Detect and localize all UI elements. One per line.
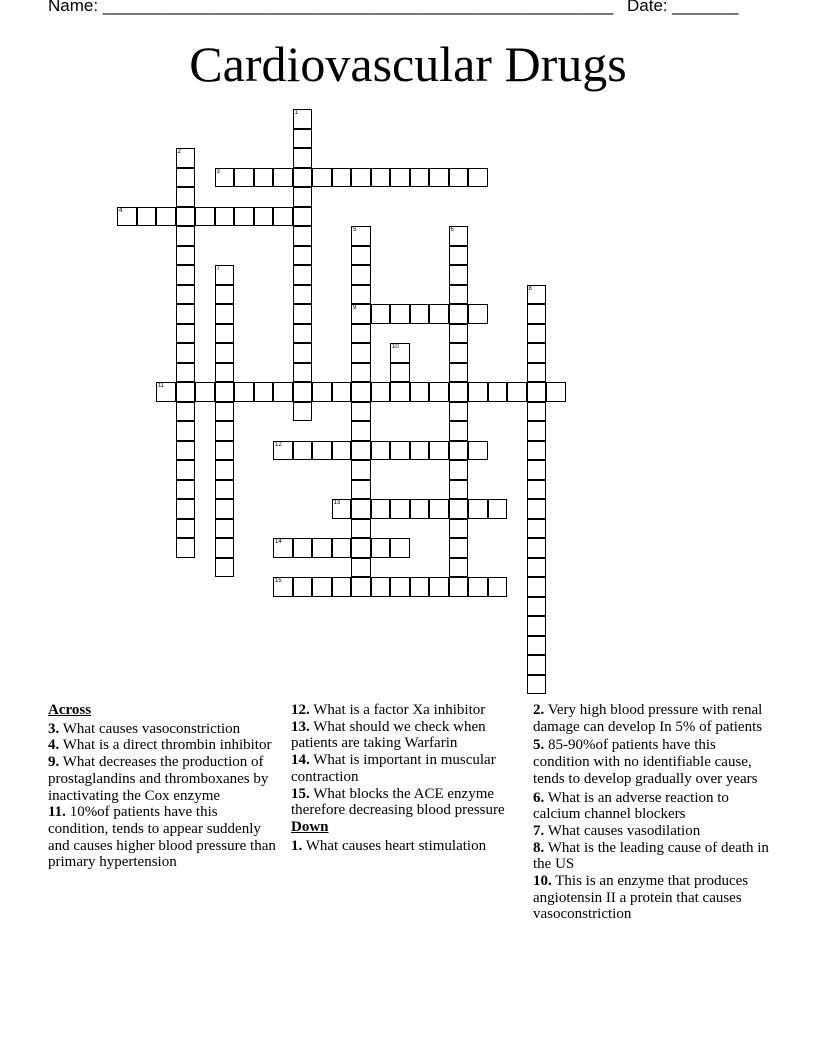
- grid-cell[interactable]: [176, 363, 196, 383]
- grid-cell[interactable]: [312, 538, 332, 558]
- grid-cell[interactable]: [215, 421, 235, 441]
- grid-cell[interactable]: [390, 304, 410, 324]
- grid-cell[interactable]: [527, 597, 547, 617]
- grid-cell[interactable]: [293, 187, 313, 207]
- grid-cell[interactable]: [215, 480, 235, 500]
- grid-cell[interactable]: [468, 168, 488, 188]
- clue-across-12: 12. What is a factor Xa inhibitor: [291, 702, 486, 718]
- grid-cell[interactable]: [449, 226, 469, 246]
- grid-cell[interactable]: [273, 207, 293, 227]
- grid-cell[interactable]: [468, 441, 488, 461]
- grid-cell[interactable]: [176, 382, 196, 402]
- grid-cell[interactable]: [449, 558, 469, 578]
- grid-cell[interactable]: [410, 168, 430, 188]
- grid-cell[interactable]: [332, 499, 352, 519]
- grid-cell[interactable]: [293, 538, 313, 558]
- grid-cell[interactable]: [351, 226, 371, 246]
- grid-cell[interactable]: [429, 577, 449, 597]
- grid-cell[interactable]: [293, 402, 313, 422]
- grid-cell[interactable]: [410, 441, 430, 461]
- grid-cell[interactable]: [176, 168, 196, 188]
- grid-cell[interactable]: [176, 519, 196, 539]
- grid-cell[interactable]: [449, 168, 469, 188]
- clues-column-2: [291, 702, 523, 854]
- grid-cell[interactable]: [468, 499, 488, 519]
- grid-cell[interactable]: [273, 441, 293, 461]
- clue-across-9: 9. What decreases the production of prostaglandins and thromboxanes by inactivating the Cox enzyme: [48, 754, 269, 804]
- grid-cell[interactable]: [351, 480, 371, 500]
- grid-cell[interactable]: [390, 499, 410, 519]
- grid-cell[interactable]: [390, 363, 410, 383]
- clue-down-1: 1. What causes heart stimulation: [291, 837, 487, 854]
- grid-cell[interactable]: [390, 577, 410, 597]
- grid-cell[interactable]: [527, 655, 547, 675]
- grid-cell[interactable]: [293, 382, 313, 402]
- grid-cell[interactable]: [527, 538, 547, 558]
- grid-cell[interactable]: [215, 324, 235, 344]
- grid-cell[interactable]: [215, 265, 235, 285]
- clue-down-5: 5. 85-90%of patients have this condition with no identifiable cause, tends to develop gradually over years: [533, 737, 758, 787]
- grid-cell[interactable]: [215, 304, 235, 324]
- grid-cell[interactable]: [429, 168, 449, 188]
- grid-cell[interactable]: [449, 519, 469, 539]
- grid-cell[interactable]: [156, 382, 176, 402]
- grid-cell[interactable]: [449, 382, 469, 402]
- grid-cell[interactable]: [215, 499, 235, 519]
- grid-cell[interactable]: [293, 207, 313, 227]
- grid-cell[interactable]: [449, 402, 469, 422]
- grid-cell[interactable]: [215, 285, 235, 305]
- grid-cell[interactable]: [527, 421, 547, 441]
- grid-cell[interactable]: [293, 304, 313, 324]
- grid-cell[interactable]: [215, 460, 235, 480]
- grid-cell[interactable]: [351, 363, 371, 383]
- grid-cell[interactable]: [527, 616, 547, 636]
- grid-cell[interactable]: [527, 577, 547, 597]
- grid-cell[interactable]: [527, 343, 547, 363]
- grid-cell-number: 5: [353, 227, 357, 233]
- grid-cell[interactable]: [449, 324, 469, 344]
- grid-cell[interactable]: [527, 382, 547, 402]
- grid-cell[interactable]: [312, 382, 332, 402]
- grid-cell[interactable]: [176, 304, 196, 324]
- grid-cell-number: 1: [294, 110, 298, 116]
- date-field[interactable]: Date: _______: [627, 0, 739, 15]
- grid-cell[interactable]: [371, 441, 391, 461]
- grid-cell[interactable]: [215, 441, 235, 461]
- grid-cell[interactable]: [293, 324, 313, 344]
- grid-cell[interactable]: [351, 421, 371, 441]
- grid-cell[interactable]: [410, 499, 430, 519]
- grid-cell-number: 6: [450, 227, 454, 233]
- grid-cell[interactable]: [293, 148, 313, 168]
- grid-cell[interactable]: [351, 343, 371, 363]
- grid-cell[interactable]: [293, 129, 313, 149]
- grid-cell[interactable]: [390, 168, 410, 188]
- across-heading: Across: [48, 702, 92, 718]
- clue-down-8: 8. What is the leading cause of death in the US: [533, 839, 769, 873]
- clue-across-11: 11. 10%of patients have this condition, tends to appear suddenly and causes higher blood pressure than primary hypertension: [48, 804, 276, 871]
- grid-cell[interactable]: [273, 577, 293, 597]
- grid-cell-number: 4: [119, 207, 123, 214]
- grid-cell[interactable]: [176, 441, 196, 461]
- grid-cell[interactable]: [293, 285, 313, 305]
- grid-cell[interactable]: [371, 168, 391, 188]
- grid-cell[interactable]: [371, 382, 391, 402]
- grid-cell[interactable]: [546, 382, 566, 402]
- clue-down-10: 10. This is an enzyme that produces angiotensin II a protein that causes vasoconstriction: [533, 873, 749, 923]
- grid-cell[interactable]: [351, 246, 371, 266]
- grid-cell[interactable]: [527, 402, 547, 422]
- grid-cell[interactable]: [332, 577, 352, 597]
- grid-cell[interactable]: [390, 382, 410, 402]
- grid-cell[interactable]: [527, 499, 547, 519]
- grid-cell[interactable]: [449, 304, 469, 324]
- grid-cell[interactable]: [351, 285, 371, 305]
- grid-cell[interactable]: [527, 636, 547, 656]
- grid-cell[interactable]: [254, 382, 274, 402]
- grid-cell[interactable]: [293, 109, 313, 129]
- clue-down-6: 6. What is an adverse reaction to calcium channel blockers: [533, 789, 729, 823]
- grid-cell[interactable]: [371, 538, 391, 558]
- grid-cell[interactable]: [449, 480, 469, 500]
- grid-cell[interactable]: [429, 499, 449, 519]
- grid-cell[interactable]: [449, 577, 469, 597]
- grid-cell[interactable]: [293, 343, 313, 363]
- grid-cell[interactable]: [215, 538, 235, 558]
- grid-cell[interactable]: [527, 480, 547, 500]
- grid-cell[interactable]: [215, 363, 235, 383]
- grid-cell[interactable]: [215, 402, 235, 422]
- grid-cell[interactable]: [176, 538, 196, 558]
- grid-cell[interactable]: [527, 558, 547, 578]
- grid-cell[interactable]: [449, 246, 469, 266]
- grid-cell[interactable]: [176, 460, 196, 480]
- grid-cell[interactable]: [273, 168, 293, 188]
- grid-cell-number: 7: [216, 266, 220, 272]
- grid-cell[interactable]: [449, 265, 469, 285]
- grid-cell[interactable]: [293, 168, 313, 188]
- grid-cell[interactable]: [527, 460, 547, 480]
- grid-cell[interactable]: [137, 207, 157, 227]
- grid-cell[interactable]: [176, 207, 196, 227]
- grid-cell[interactable]: [332, 382, 352, 402]
- clue-across-4: 4. What is a direct thrombin inhibitor: [48, 737, 272, 754]
- grid-cell[interactable]: [273, 538, 293, 558]
- grid-cell[interactable]: [332, 168, 352, 188]
- grid-cell[interactable]: [410, 577, 430, 597]
- grid-cell[interactable]: [195, 382, 215, 402]
- grid-cell[interactable]: [351, 168, 371, 188]
- grid-cell-number: 15: [275, 578, 282, 584]
- grid-cell-number: 14: [275, 539, 282, 545]
- grid-cell[interactable]: [527, 324, 547, 344]
- grid-cell[interactable]: [176, 421, 196, 441]
- grid-cell[interactable]: [429, 382, 449, 402]
- grid-cell[interactable]: [215, 519, 235, 539]
- grid-cell[interactable]: [429, 441, 449, 461]
- grid-cell[interactable]: [117, 207, 137, 227]
- clues-column-3: [533, 702, 769, 923]
- grid-cell[interactable]: [449, 285, 469, 305]
- grid-cell[interactable]: [234, 382, 254, 402]
- clue-across-15: 15. What blocks the ACE enzyme therefore decreasing blood pressure: [291, 785, 505, 819]
- grid-cell[interactable]: [351, 382, 371, 402]
- grid-cell[interactable]: [371, 499, 391, 519]
- grid-cell[interactable]: [390, 441, 410, 461]
- grid-cell[interactable]: [293, 246, 313, 266]
- grid-cell[interactable]: [410, 304, 430, 324]
- grid-cell-number: 2: [177, 149, 181, 155]
- grid-cell[interactable]: [254, 207, 274, 227]
- grid-cell[interactable]: [507, 382, 527, 402]
- grid-cell[interactable]: [351, 460, 371, 480]
- grid-cell[interactable]: [468, 577, 488, 597]
- grid-cell-number: 13: [333, 500, 341, 506]
- clue-down-7: 7. What causes vasodilation: [533, 822, 701, 839]
- grid-cell[interactable]: [449, 441, 469, 461]
- grid-cell[interactable]: [332, 441, 352, 461]
- grid-cell-number: 10: [392, 344, 399, 350]
- down-heading: Down: [291, 818, 329, 835]
- grid-cell[interactable]: [293, 363, 313, 383]
- grid-cell[interactable]: [351, 265, 371, 285]
- grid-cell[interactable]: [527, 304, 547, 324]
- grid-cell[interactable]: [195, 207, 215, 227]
- grid-cell[interactable]: [215, 558, 235, 578]
- grid-cell[interactable]: [351, 519, 371, 539]
- grid-cell[interactable]: [176, 187, 196, 207]
- grid-cell[interactable]: [176, 265, 196, 285]
- grid-cell[interactable]: [312, 577, 332, 597]
- grid-cell[interactable]: [312, 441, 332, 461]
- grid-cell[interactable]: [351, 324, 371, 344]
- grid-cell[interactable]: [176, 324, 196, 344]
- page-title: Cardiovascular Drugs: [189, 36, 627, 92]
- clues-column-1: [48, 702, 280, 871]
- grid-cell[interactable]: [527, 363, 547, 383]
- grid-cell-number: 12: [275, 441, 282, 448]
- grid-cell[interactable]: [156, 207, 176, 227]
- grid-cell[interactable]: [449, 460, 469, 480]
- grid-cell-number: 8: [528, 285, 532, 292]
- grid-cell[interactable]: [176, 343, 196, 363]
- grid-cell[interactable]: [351, 304, 371, 324]
- grid-cell[interactable]: [293, 577, 313, 597]
- grid-cell[interactable]: [527, 441, 547, 461]
- grid-cell[interactable]: [449, 421, 469, 441]
- grid-cell[interactable]: [449, 363, 469, 383]
- grid-cell[interactable]: [215, 382, 235, 402]
- grid-cell[interactable]: [468, 304, 488, 324]
- grid-cell[interactable]: [176, 285, 196, 305]
- grid-cell[interactable]: [371, 577, 391, 597]
- grid-cell[interactable]: [449, 538, 469, 558]
- grid-cell[interactable]: [488, 499, 508, 519]
- grid-cell[interactable]: [176, 148, 196, 168]
- grid-cell[interactable]: [176, 402, 196, 422]
- grid-cell[interactable]: [488, 382, 508, 402]
- grid-cell[interactable]: [293, 265, 313, 285]
- grid-cell[interactable]: [527, 519, 547, 539]
- grid-cell[interactable]: [527, 675, 547, 695]
- grid-cell-number: 9: [353, 305, 357, 311]
- grid-cell[interactable]: [293, 226, 313, 246]
- grid-cell[interactable]: [215, 207, 235, 227]
- grid-cell-number: 11: [158, 383, 165, 389]
- grid-cell[interactable]: [293, 441, 313, 461]
- clue-down-2: 2. Very high blood pressure with renal damage can develop In 5% of patients: [533, 702, 763, 735]
- clue-across-14: 14. What is important in muscular contraction: [291, 752, 496, 785]
- grid-cell[interactable]: [273, 382, 293, 402]
- grid-cell-number: 3: [216, 168, 220, 175]
- grid-cell[interactable]: [429, 304, 449, 324]
- grid-cell[interactable]: [390, 538, 410, 558]
- grid-cell[interactable]: [449, 343, 469, 363]
- grid-cell[interactable]: [371, 304, 391, 324]
- grid-cell[interactable]: [351, 558, 371, 578]
- grid-cell[interactable]: [488, 577, 508, 597]
- grid-cell[interactable]: [215, 168, 235, 188]
- grid-cell[interactable]: [234, 168, 254, 188]
- grid-cell[interactable]: [254, 168, 274, 188]
- grid-cell[interactable]: [351, 538, 371, 558]
- grid-cell[interactable]: [351, 402, 371, 422]
- clue-across-13: 13. What should we check when patients are taking Warfarin: [291, 718, 486, 752]
- grid-cell[interactable]: [234, 207, 254, 227]
- grid-cell[interactable]: [176, 246, 196, 266]
- grid-cell[interactable]: [176, 480, 196, 500]
- grid-cell[interactable]: [176, 499, 196, 519]
- grid-cell[interactable]: [351, 441, 371, 461]
- clue-across-3: 3. What causes vasoconstriction: [48, 720, 241, 737]
- grid-cell[interactable]: [312, 168, 332, 188]
- grid-cell[interactable]: [215, 343, 235, 363]
- grid-cell[interactable]: [176, 226, 196, 246]
- grid-cell[interactable]: [351, 499, 371, 519]
- name-field[interactable]: Name: ______________________________________________________: [48, 0, 614, 15]
- grid-cell[interactable]: [390, 343, 410, 363]
- grid-cell[interactable]: [351, 577, 371, 597]
- grid-cell[interactable]: [449, 499, 469, 519]
- grid-cell[interactable]: [468, 382, 488, 402]
- grid-cell[interactable]: [332, 538, 352, 558]
- grid-cell[interactable]: [527, 285, 547, 305]
- grid-cell[interactable]: [410, 382, 430, 402]
